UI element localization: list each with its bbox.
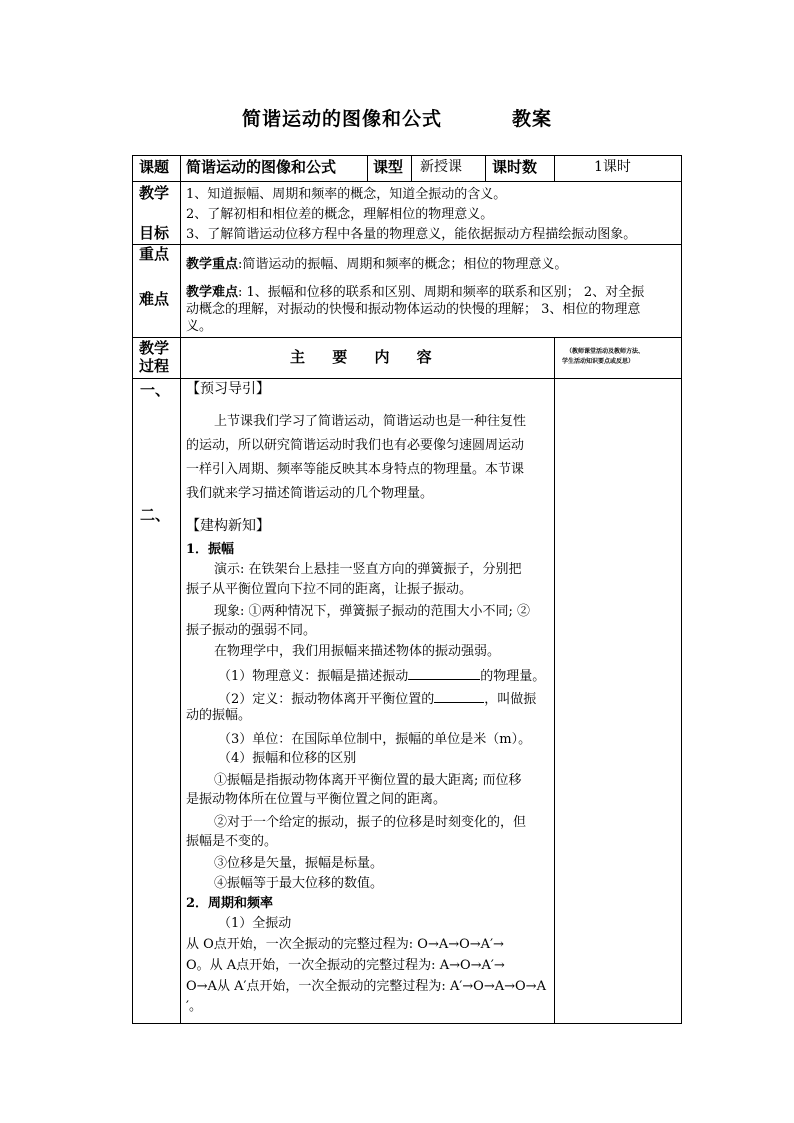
document-title <box>0 104 794 131</box>
type-value: 新授课 <box>420 159 462 175</box>
col-divider <box>554 337 555 1024</box>
process-label-bottom: 过程 <box>139 357 170 375</box>
full-line3-c: A′→O→A→O→A <box>449 979 546 994</box>
row-divider <box>132 378 682 379</box>
type-label: 课型 <box>373 158 404 176</box>
preview-line: 我们就来学习描述简谐运动的几个物理量。 <box>186 486 434 501</box>
physics-line: 在物理学中，我们用振幅来描述物体的振动强弱。 <box>214 644 501 659</box>
build-heading: 【建构新知】 <box>186 518 270 534</box>
row-divider <box>132 244 682 245</box>
key-label-bottom: 难点 <box>139 290 170 308</box>
item1-text: （1）物理意义：振幅是描述振动 <box>218 669 409 684</box>
goal-item: 1、知道振幅、周期和频率的概念，知道全振动的含义。 <box>186 187 507 202</box>
difficulty-line: 义。 <box>186 319 213 334</box>
amplitude-item-2 <box>218 688 536 708</box>
row-divider <box>132 181 682 182</box>
col-divider <box>411 155 412 181</box>
preview-line: 一样引入周期、频率等能反映其本身特点的物理量。本节课 <box>186 462 525 477</box>
goal-item: 2、了解初相和相位差的概念，理解相位的物理意义。 <box>186 207 494 222</box>
difficulty-label: 教学难点 <box>186 285 239 300</box>
difficulty-line: 动概念的理解，对振动的快慢和振动物体运动的快慢的理解； 3、相位的物理意 <box>186 302 641 317</box>
goals-label-bottom: 目标 <box>139 224 170 242</box>
preview-paragraph <box>186 410 551 506</box>
amplitude-item-1 <box>218 665 545 685</box>
full-vibration-line: ′。 <box>186 999 202 1014</box>
key-label-top: 重点 <box>139 245 170 263</box>
difference-2: ②对于一个给定的振动，振子的位移是时刻变化的，但 <box>214 815 527 830</box>
full-vibration-line: O。从 A点开始，一次全振动的完整过程为: A→O→A′→ <box>186 958 505 973</box>
hours-label: 课时数 <box>492 158 538 176</box>
col-divider <box>554 155 555 181</box>
focus-line <box>186 256 567 273</box>
fill-blank <box>408 665 480 680</box>
difficulty-line <box>186 284 644 301</box>
process-label-top: 教学 <box>139 339 170 357</box>
amplitude-item-4: （4）振幅和位移的区别 <box>218 751 357 766</box>
demo-line: 演示: 在铁架台上悬挂一竖直方向的弹簧振子，分别把 <box>214 562 522 577</box>
phenomenon-line: 现象: ①两种情况下，弹簧振子振动的范围大小不同; ② <box>214 604 531 619</box>
full-vibration-heading: （1）全振动 <box>218 916 292 931</box>
difference-4: ④振幅等于最大位移的数值。 <box>214 876 384 891</box>
goals-label-top: 教学 <box>139 184 170 202</box>
section-amplitude: 1．振幅 <box>186 542 235 557</box>
preview-line: 的运动，所以研究简谐运动时我们也有必要像匀速圆周运动 <box>186 438 525 453</box>
preview-heading: 【预习导引】 <box>186 381 270 397</box>
step-two: 二、 <box>140 506 171 524</box>
topic-label: 课题 <box>139 158 170 176</box>
teacher-note-line: （教师课堂活动及教师方法、 <box>566 348 645 355</box>
main-content-header: 主 要 内 容 <box>290 348 432 366</box>
item2-text: （2）定义：振动物体离开平衡位置的 <box>218 692 435 707</box>
full-line3-a: O→A <box>186 979 217 994</box>
difference-2-cont: 振幅是不变的。 <box>186 834 278 849</box>
focus-text: :简谐运动的振幅、周期和频率的概念；相位的物理意义。 <box>238 257 568 272</box>
col-divider <box>367 155 368 181</box>
difference-3: ③位移是矢量，振幅是标量。 <box>214 856 384 871</box>
difficulty-text: : 1、振幅和位移的联系和区别、周期和频率的联系和区别； 2、对全振 <box>238 285 645 300</box>
item1-tail: 的物理量。 <box>480 669 546 684</box>
step-one: 一、 <box>140 381 171 399</box>
full-vibration-line: 从 O点开始，一次全振动的完整过程为: O→A→O→A′→ <box>186 937 504 952</box>
phenomenon-line: 振子振动的强弱不同。 <box>186 623 317 638</box>
title-main: 简谐运动的图像和公式 <box>241 108 442 130</box>
topic-value: 简谐运动的图像和公式 <box>186 158 337 176</box>
fill-blank <box>434 688 484 703</box>
teacher-note-line: 学生活动知识要点或反思） <box>562 358 635 365</box>
preview-line: 上节课我们学习了简谐运动，简谐运动也是一种往复性 <box>214 414 527 429</box>
difference-1-cont: 是振动物体所在位置与平衡位置之间的距离。 <box>186 792 447 807</box>
full-vibration-line <box>186 978 546 995</box>
hours-value: 1课时 <box>594 159 631 175</box>
section-period-frequency: 2．周期和频率 <box>186 896 274 911</box>
item2-tail: ，叫做振 <box>484 692 537 707</box>
full-line3-b: 从 A′点开始，一次全振动的完整过程为: <box>216 979 450 994</box>
title-suffix: 教案 <box>512 108 553 130</box>
amplitude-item-2-cont: 动的振幅。 <box>186 708 252 723</box>
demo-line: 振子从平衡位置向下拉不同的距离，让振子振动。 <box>186 582 473 597</box>
col-divider <box>485 155 486 181</box>
difference-1: ①振幅是指振动物体离开平衡位置的最大距离; 而位移 <box>214 773 522 788</box>
amplitude-item-3: （3）单位：在国际单位制中，振幅的单位是米（m）。 <box>218 732 532 747</box>
focus-label: 教学重点 <box>186 257 239 272</box>
col-divider <box>180 155 181 1024</box>
goal-item: 3、了解简谐运动位移方程中各量的物理意义，能依据振动方程描绘振动图象。 <box>186 227 637 242</box>
row-divider <box>132 337 682 338</box>
